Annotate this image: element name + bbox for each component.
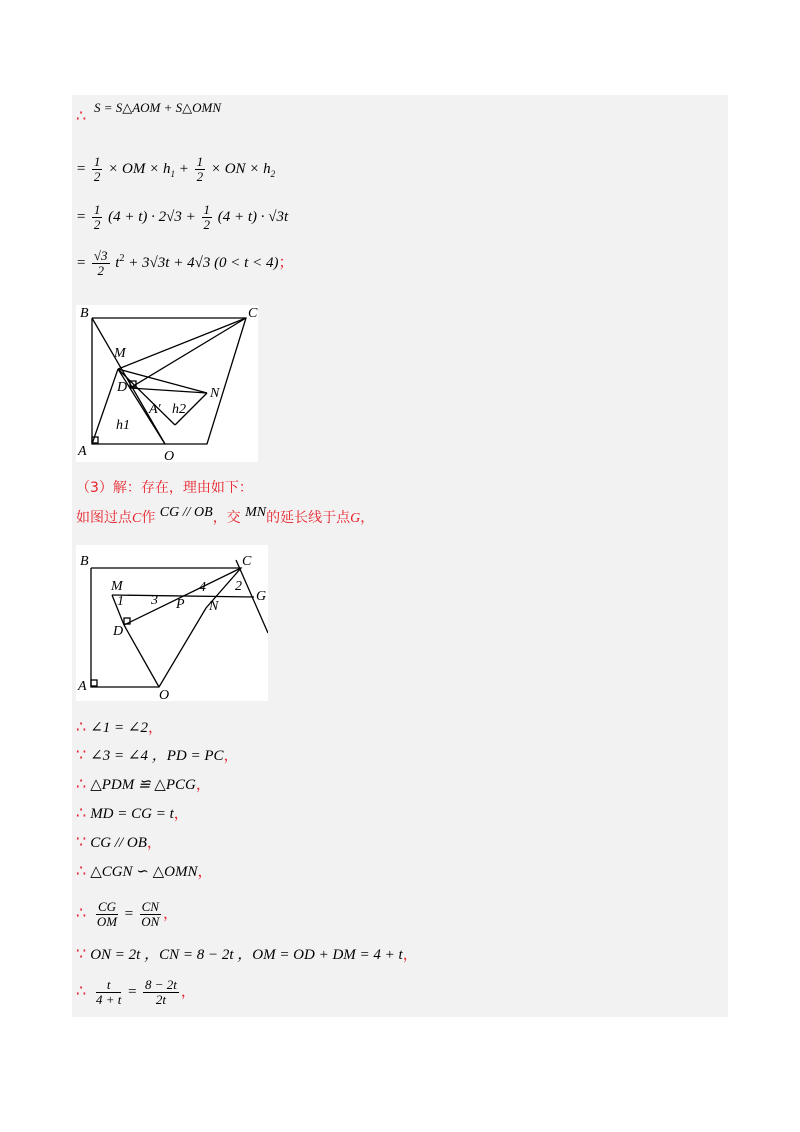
cg-parallel-ob: CG // OB (159, 505, 213, 520)
proof-line-2 (76, 747, 239, 765)
label-B: B (80, 554, 89, 569)
proof-given (76, 946, 418, 964)
because-symbol: ∵ (76, 834, 87, 851)
punctuation: ， (402, 947, 418, 963)
label-A: A (78, 444, 87, 459)
equation-step-2: = $\frac{1}{2}$ (4 + t) · 2√3 + $\frac{1}{2}$ (4 + t) · √3t (76, 202, 289, 232)
segment-MN: MN (245, 505, 267, 520)
punctuation: ， (197, 864, 213, 880)
label-h1: h1 (116, 418, 130, 433)
proof-ratio-1: ∴ $\frac{CG}{OM}$ = $\frac{CN}{ON}$ ， (76, 899, 178, 929)
proof-text: ON = 2t ，CN = 8 − 2t ，OM = OD + DM = 4 + t (90, 947, 403, 963)
numerator: t (96, 978, 121, 993)
point-G: G (350, 511, 361, 526)
label-D: D (117, 380, 128, 395)
punctuation: ， (195, 777, 211, 793)
numerator: CG (97, 899, 116, 914)
point-C: C (132, 511, 142, 526)
label-C: C (242, 554, 252, 569)
label-P: P (176, 597, 185, 612)
equation-step-3: = $\frac{√3}{2}$ $t^2 + 3√3t + 4√3$ (0 < t < 4)； (76, 248, 294, 278)
text-end: ， (360, 510, 375, 526)
label-G: G (256, 589, 267, 604)
punctuation: ， (173, 806, 189, 822)
label-D: D (113, 624, 124, 639)
text-suffix: 的延长线于点 (266, 510, 351, 526)
because-symbol: ∵ (76, 946, 87, 963)
label-M: M (114, 346, 126, 361)
punctuation: ， (162, 905, 178, 922)
denominator: ON (141, 914, 160, 929)
text-prefix: 如图过点 (76, 510, 132, 526)
proof-text: △PDM ≌ △PCG (90, 777, 196, 793)
label-O: O (159, 688, 170, 701)
proof-text: △CGN ∽ △OMN (90, 864, 198, 880)
proof-line-4 (76, 805, 189, 823)
label-angle-4: 4 (199, 580, 206, 595)
label-angle-1: 1 (117, 594, 124, 609)
text-jiao: ，交 (212, 510, 241, 526)
label-A: A (78, 679, 87, 694)
label-C: C (248, 306, 258, 321)
proof-text: MD = CG = t (90, 806, 174, 822)
punctuation: ， (146, 835, 162, 851)
therefore-symbol: ∴ (76, 982, 87, 1000)
equation-text: S = S△AOM + S△OMN (93, 100, 222, 115)
label-N: N (209, 599, 219, 614)
denominator: 2t (155, 992, 166, 1007)
label-N: N (210, 386, 220, 401)
because-symbol: ∵ (76, 747, 87, 764)
equation-step-1: = $\frac{1}{2}$ × OM × $h_1$ + $\frac{1}{2}$ × ON × $h_2$ (76, 154, 276, 184)
denominator: OM (96, 914, 118, 929)
punctuation: ， (223, 748, 239, 764)
therefore-symbol: ∴ (76, 108, 87, 125)
text-zuo: 作 (141, 510, 156, 526)
proof-text: ∠1 = ∠2 (90, 720, 148, 736)
punctuation: ， (147, 720, 163, 736)
part3-heading: （3）解：存在，理由如下： (76, 480, 253, 496)
numerator: CN (141, 899, 159, 914)
proof-line-3 (76, 776, 211, 794)
therefore-symbol: ∴ (76, 863, 87, 880)
therefore-symbol: ∴ (76, 776, 87, 793)
label-angle-2: 2 (235, 579, 242, 594)
therefore-symbol: ∴ (76, 904, 87, 922)
semicolon: ； (278, 254, 294, 271)
part3-construction (76, 505, 375, 528)
geometry-diagram-2 (76, 545, 268, 701)
label-angle-3: 3 (151, 593, 158, 608)
equation-area-sum (76, 99, 222, 125)
geometry-diagram-1 (76, 305, 258, 462)
proof-text: ∠3 = ∠4 ，PD = PC (90, 748, 224, 764)
numerator: 8 − 2t (144, 977, 177, 992)
proof-line-1 (76, 719, 163, 737)
proof-text: CG // OB (90, 835, 147, 851)
denominator: 4 + t (95, 992, 122, 1007)
proof-ratio-2: ∴ $\frac{t}{4 + t}$ = $\frac{8 - 2t}{2t}$ ， (76, 977, 196, 1007)
label-B: B (80, 306, 89, 321)
label-h2: h2 (172, 402, 186, 417)
proof-line-5 (76, 834, 162, 852)
label-M: M (111, 579, 123, 594)
therefore-symbol: ∴ (76, 719, 87, 736)
label-O: O (164, 449, 175, 462)
figure-1 (76, 305, 258, 462)
solution-panel (72, 95, 728, 1017)
proof-line-6 (76, 863, 213, 881)
therefore-symbol: ∴ (76, 805, 87, 822)
label-A-prime: A′ (149, 402, 161, 417)
figure-2 (76, 545, 268, 701)
punctuation: ， (180, 983, 196, 1000)
